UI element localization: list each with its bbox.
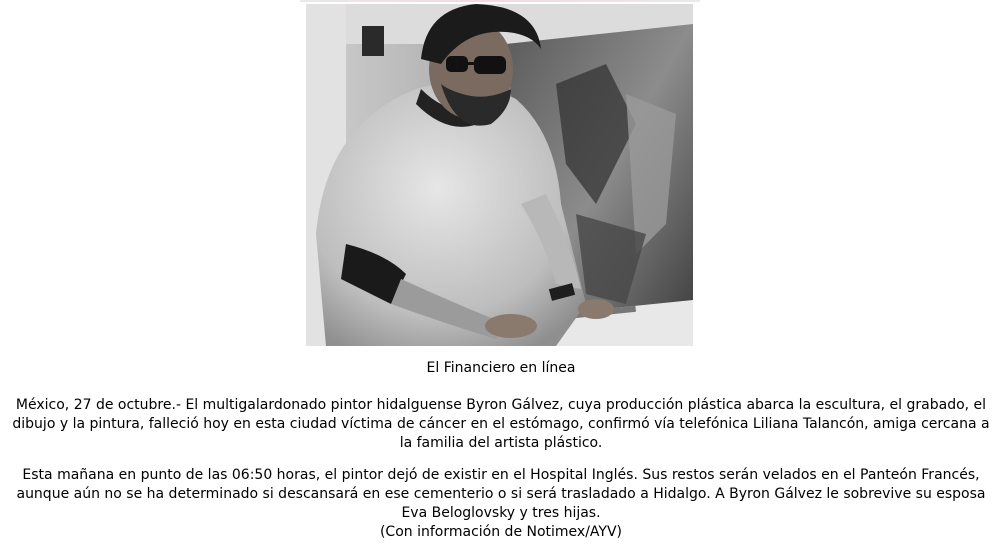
- article-paragraph-1: México, 27 de octubre.- El multigalardonado pintor hidalguense Byron Gálvez, cuya producción plástica abarca la escultura, el grabado, el dibujo y la pintura, falleció hoy en esta ciudad víctima de cáncer en el estómago, confirmó vía telefónica Liliana Talancón, amiga cercana a la familia del artista plástico.: [12, 397, 990, 451]
- article-paragraph-2: [8, 466, 994, 542]
- top-divider: [300, 0, 700, 2]
- portrait-photo-icon: [306, 4, 693, 346]
- article-paragraph-2-text: Esta mañana en punto de las 06:50 horas, el pintor dejó de existir en el Hospital Inglés. Sus restos serán velados en el Panteón Francés, aunque aún no se ha determinado si descansará en ese cementerio o si será trasladado a Hidalgo. A Byron Gálvez le sobrevive su esposa Eva Beloglovsky y tres hijas.: [16, 467, 986, 521]
- source-line: El Financiero en línea: [426, 360, 576, 376]
- article-credit: (Con información de Notimex/AYV): [379, 524, 623, 540]
- artist-portrait-photo: [306, 4, 693, 346]
